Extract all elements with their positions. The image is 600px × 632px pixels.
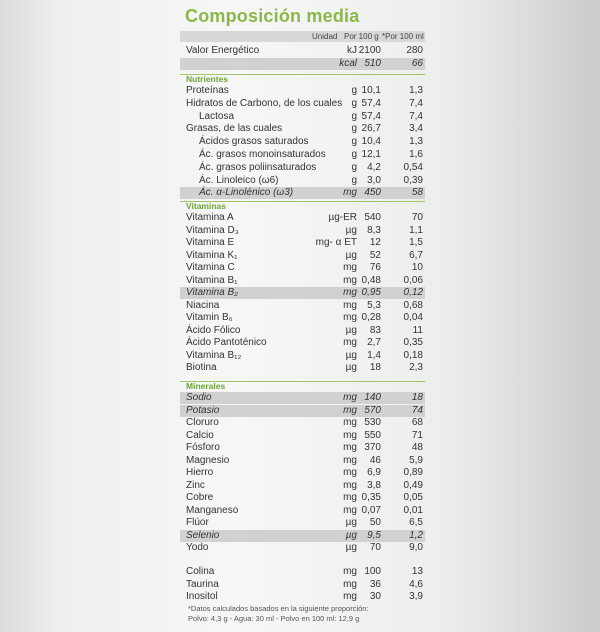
row-value-100g: 370 xyxy=(364,442,381,453)
row-label: Fósforo xyxy=(186,442,220,453)
row-label: Vitamin B₆ xyxy=(186,312,233,323)
row-value-100ml: 7,4 xyxy=(409,97,423,109)
section-label: Vitaminas xyxy=(186,201,227,211)
row-label: Vitamina D₃ xyxy=(186,224,239,236)
table-row xyxy=(180,325,425,337)
row-value-100ml: 280 xyxy=(406,45,423,56)
row-value-100g: 76 xyxy=(369,262,381,273)
table-row xyxy=(180,505,425,517)
table-row xyxy=(180,123,425,135)
table-row xyxy=(180,58,425,70)
row-value-100g: 570 xyxy=(364,404,381,416)
footnote xyxy=(188,604,433,624)
row-value-100ml: 13 xyxy=(411,566,423,577)
row-value-100g: 0,28 xyxy=(361,312,381,323)
section-header-minerales xyxy=(180,381,425,391)
row-label: Sodio xyxy=(186,392,212,403)
row-unit: µg-ER xyxy=(328,212,357,223)
row-unit: mg xyxy=(343,591,357,602)
row-unit: mg- α ET xyxy=(315,237,357,248)
row-value-100ml: 70 xyxy=(411,212,423,223)
row-label: Calcio xyxy=(186,429,214,441)
row-label: Cloruro xyxy=(186,417,219,428)
row-value-100ml: 5,9 xyxy=(409,454,423,466)
table-row xyxy=(180,442,425,454)
row-label: Colina xyxy=(186,566,215,577)
row-unit: mg xyxy=(343,467,357,478)
row-label: Hidratos de Carbono, de los cuales xyxy=(186,97,343,109)
row-unit: g xyxy=(351,97,357,109)
row-unit: g xyxy=(351,136,357,148)
row-value-100g: 0,07 xyxy=(361,504,381,516)
row-value-100ml: 4,6 xyxy=(409,578,423,590)
row-value-100g: 6,9 xyxy=(367,467,381,478)
row-value-100ml: 10 xyxy=(411,262,423,273)
row-value-100g: 3,8 xyxy=(367,479,381,491)
row-label: Ác. α-Linolénico (ω3) xyxy=(199,187,294,199)
row-value-100ml: 3,9 xyxy=(409,591,423,602)
row-unit: mg xyxy=(343,429,357,441)
row-unit: mg xyxy=(343,187,357,199)
footnote-line-1: *Datos calculados basados en la siguiente proporción: xyxy=(188,604,369,613)
row-unit: g xyxy=(351,174,357,186)
row-unit: mg xyxy=(343,312,357,323)
row-value-100g: 140 xyxy=(364,392,381,403)
row-label: Taurina xyxy=(186,578,219,590)
row-value-100g: 52 xyxy=(369,249,381,261)
table-row xyxy=(180,300,425,312)
row-value-100ml: 1,3 xyxy=(409,85,423,96)
row-value-100ml: 0,06 xyxy=(403,274,423,286)
row-value-100g: 12,1 xyxy=(361,149,381,160)
row-label: Selenio xyxy=(186,529,220,541)
row-value-100ml: 58 xyxy=(411,187,423,199)
row-value-100ml: 0,39 xyxy=(403,174,423,186)
row-unit: µg xyxy=(345,349,357,361)
row-value-100g: 5,3 xyxy=(367,299,381,311)
table-row xyxy=(180,337,425,349)
column-header xyxy=(180,31,425,42)
table-row xyxy=(180,225,425,237)
row-value-100g: 26,7 xyxy=(361,123,381,135)
row-value-100g: 50 xyxy=(369,517,381,528)
table-row xyxy=(180,85,425,97)
table-row xyxy=(180,350,425,362)
row-value-100ml: 9,0 xyxy=(409,542,423,553)
section-label: Nutrientes xyxy=(186,74,229,84)
row-unit: mg xyxy=(343,392,357,403)
table-row xyxy=(180,517,425,529)
row-unit: mg xyxy=(343,337,357,348)
row-unit: g xyxy=(351,149,357,160)
row-unit: g xyxy=(351,161,357,173)
row-unit: µg xyxy=(345,324,357,336)
table-row xyxy=(180,237,425,249)
row-label: Biotina xyxy=(186,362,217,373)
table-row xyxy=(180,187,425,199)
row-value-100g: 1,4 xyxy=(367,349,381,361)
table-row xyxy=(180,250,425,262)
row-value-100ml: 1,2 xyxy=(409,529,423,541)
row-unit: g xyxy=(351,110,357,122)
row-label: Ác. Linoleico (ω6) xyxy=(199,174,279,186)
row-label: Ácido Fólico xyxy=(186,324,241,336)
row-value-100ml: 74 xyxy=(411,404,423,416)
table-row xyxy=(180,136,425,148)
row-value-100ml: 6,5 xyxy=(409,517,423,528)
row-label: Magnesio xyxy=(186,454,230,466)
row-unit: µg xyxy=(345,529,357,541)
table-row xyxy=(180,579,425,591)
row-value-100ml: 0,68 xyxy=(403,299,423,311)
table-row xyxy=(180,455,425,467)
row-value-100g: 540 xyxy=(364,212,381,223)
row-value-100g: 70 xyxy=(369,542,381,553)
row-value-100ml: 11 xyxy=(412,324,423,336)
row-value-100ml: 66 xyxy=(411,58,423,69)
row-value-100g: 2,7 xyxy=(367,337,381,348)
table-row xyxy=(180,45,425,57)
row-label: Hierro xyxy=(186,467,214,478)
row-value-100g: 2100 xyxy=(358,45,381,56)
row-value-100ml: 7,4 xyxy=(409,110,423,122)
row-value-100ml: 0,01 xyxy=(403,504,423,516)
footnote-line-2: Polvo: 4,3 g - Agua: 30 ml - Polvo en 100 ml: 12,9 g xyxy=(188,614,360,623)
row-value-100g: 83 xyxy=(369,324,381,336)
row-unit: mg xyxy=(343,504,357,516)
row-unit: mg xyxy=(343,479,357,491)
row-value-100ml: 71 xyxy=(411,429,423,441)
header-unidad: Unidad xyxy=(312,32,338,41)
row-value-100ml: 0,49 xyxy=(403,479,423,491)
table-row xyxy=(180,542,425,554)
row-value-100ml: 1,6 xyxy=(409,149,423,160)
section-header-nutrientes xyxy=(180,74,425,84)
row-unit: µg xyxy=(345,249,357,261)
row-value-100g: 550 xyxy=(364,429,381,441)
row-value-100ml: 18 xyxy=(411,392,423,403)
row-label: Grasas, de las cuales xyxy=(186,123,283,135)
table-row xyxy=(180,530,425,542)
table-row xyxy=(180,212,425,224)
table-row xyxy=(180,467,425,479)
row-value-100ml: 48 xyxy=(411,442,423,453)
row-label: Valor Energético xyxy=(186,45,260,56)
table-row xyxy=(180,275,425,287)
row-unit: µg xyxy=(345,362,357,373)
row-value-100ml: 0,12 xyxy=(403,287,423,298)
row-unit: mg xyxy=(343,417,357,428)
table-row xyxy=(180,492,425,504)
header-por-100g: Por 100 g xyxy=(344,32,379,41)
row-value-100g: 18 xyxy=(369,362,381,373)
row-value-100ml: 1,1 xyxy=(409,224,423,236)
row-unit: mg xyxy=(343,442,357,453)
row-label: Cobre xyxy=(186,492,214,503)
row-label: Vitamina B₁₂ xyxy=(186,349,242,361)
table-row xyxy=(180,312,425,324)
row-value-100ml: 1,5 xyxy=(409,237,423,248)
row-unit: mg xyxy=(343,492,357,503)
table-row xyxy=(180,111,425,123)
row-unit: mg xyxy=(343,262,357,273)
table-row xyxy=(180,392,425,404)
row-label: Vitamina A xyxy=(186,212,234,223)
row-value-100ml: 0,05 xyxy=(403,492,423,503)
table-row xyxy=(180,287,425,299)
row-label: Manganeso xyxy=(186,504,239,516)
row-value-100ml: 2,3 xyxy=(409,362,423,373)
row-unit: mg xyxy=(343,404,357,416)
table-row xyxy=(180,362,425,374)
row-label: Vitamina C xyxy=(186,262,235,273)
table-row xyxy=(180,262,425,274)
page-title: Composición media xyxy=(185,6,360,26)
row-value-100g: 100 xyxy=(364,566,381,577)
row-value-100ml: 3,4 xyxy=(409,123,423,135)
row-label: Vitamina E xyxy=(186,237,235,248)
row-value-100g: 57,4 xyxy=(361,110,381,122)
row-value-100g: 0,95 xyxy=(361,287,381,298)
table-row xyxy=(180,98,425,110)
row-label: Flúor xyxy=(186,517,209,528)
row-value-100g: 10,1 xyxy=(361,85,381,96)
row-value-100g: 530 xyxy=(364,417,381,428)
table-row xyxy=(180,480,425,492)
row-value-100g: 0,35 xyxy=(361,492,381,503)
row-label: Vitamina B₂ xyxy=(186,287,238,298)
row-label: Niacina xyxy=(186,299,220,311)
section-label: Minerales xyxy=(186,381,226,391)
header-por-100ml: *Por 100 ml xyxy=(382,32,424,41)
section-header-vitaminas xyxy=(180,201,425,211)
row-value-100g: 450 xyxy=(364,187,381,199)
row-unit: kcal xyxy=(339,58,357,69)
table-row xyxy=(180,149,425,161)
table-row xyxy=(180,591,425,603)
row-value-100ml: 6,7 xyxy=(409,249,423,261)
table-row xyxy=(180,175,425,187)
row-value-100g: 57,4 xyxy=(361,97,381,109)
row-unit: g xyxy=(351,85,357,96)
row-value-100ml: 0,35 xyxy=(403,337,423,348)
row-label: Vitamina K₁ xyxy=(186,249,238,261)
row-label: Proteínas xyxy=(186,85,229,96)
row-value-100g: 10,4 xyxy=(361,136,381,148)
row-unit: µg xyxy=(345,224,357,236)
row-unit: mg xyxy=(343,299,357,311)
row-value-100g: 3,0 xyxy=(367,174,381,186)
row-unit: kJ xyxy=(347,45,357,56)
row-label: Ácido Pantoténico xyxy=(186,337,267,348)
row-value-100ml: 0,89 xyxy=(403,467,423,478)
table-row xyxy=(180,405,425,417)
row-value-100ml: 0,04 xyxy=(403,312,423,323)
row-unit: mg xyxy=(343,287,357,298)
row-unit: mg xyxy=(343,566,357,577)
row-value-100g: 9,5 xyxy=(367,529,381,541)
row-label: Ác. grasos monoinsaturados xyxy=(199,149,326,160)
row-label: Ác. grasos poliinsaturados xyxy=(199,161,317,173)
table-row xyxy=(180,417,425,429)
row-unit: µg xyxy=(345,542,357,553)
row-unit: g xyxy=(351,123,357,135)
row-label: Lactosa xyxy=(199,110,235,122)
row-value-100g: 4,2 xyxy=(367,161,381,173)
row-label: Vitamina B₁ xyxy=(186,274,238,286)
table-row xyxy=(180,162,425,174)
row-value-100ml: 68 xyxy=(411,417,423,428)
row-value-100g: 0,48 xyxy=(361,274,381,286)
row-unit: mg xyxy=(343,454,357,466)
row-value-100g: 8,3 xyxy=(367,224,381,236)
table-row xyxy=(180,430,425,442)
row-label: Inositol xyxy=(186,591,218,602)
row-label: Potasio xyxy=(186,404,220,416)
row-label: Yodo xyxy=(186,542,209,553)
row-unit: mg xyxy=(343,274,357,286)
row-value-100ml: 1,3 xyxy=(409,136,423,148)
row-value-100g: 46 xyxy=(369,454,381,466)
row-value-100g: 30 xyxy=(369,591,381,602)
row-label: Ácidos grasos saturados xyxy=(199,136,309,148)
row-value-100ml: 0,18 xyxy=(403,349,423,361)
row-unit: mg xyxy=(343,578,357,590)
row-label: Zinc xyxy=(186,479,205,491)
row-value-100g: 12 xyxy=(369,237,381,248)
row-value-100ml: 0,54 xyxy=(403,161,423,173)
row-unit: µg xyxy=(345,517,357,528)
table-row xyxy=(180,566,425,578)
row-value-100g: 510 xyxy=(364,58,381,69)
row-value-100g: 36 xyxy=(369,578,381,590)
